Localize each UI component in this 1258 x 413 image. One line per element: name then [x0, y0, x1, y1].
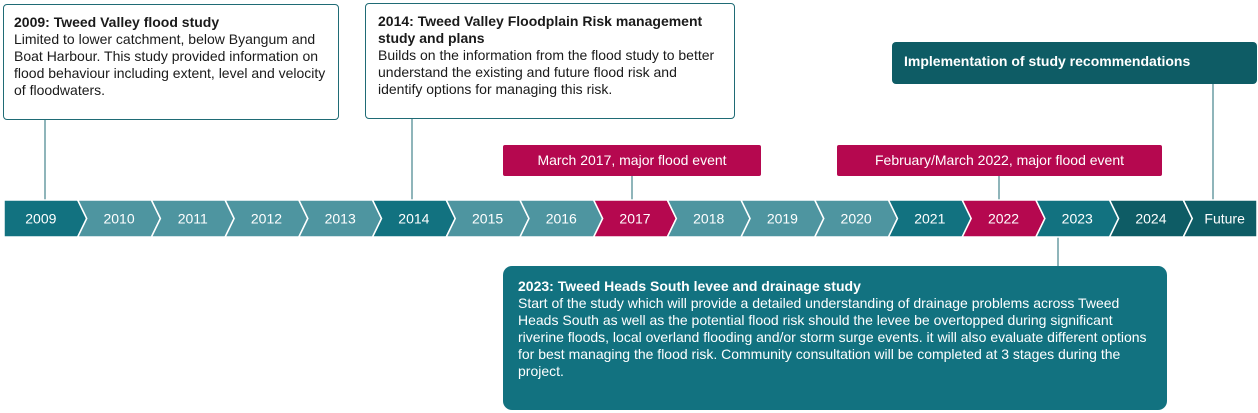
year-label-2009: 2009	[25, 210, 57, 227]
year-label-2012: 2012	[250, 210, 283, 227]
box-implementation	[892, 42, 1257, 84]
year-label-2019: 2019	[766, 210, 798, 227]
year-label-2016: 2016	[545, 210, 577, 227]
event-2022-flood: February/March 2022, major flood event	[837, 145, 1162, 176]
box-2023-title: 2023: Tweed Heads South levee and drainage study	[518, 278, 861, 294]
event-2017-flood: March 2017, major flood event	[503, 145, 761, 176]
year-label-2018: 2018	[693, 210, 725, 227]
year-label-2015: 2015	[472, 210, 504, 227]
box-implementation-title: Implementation of study recommendations	[904, 53, 1191, 69]
box-2023-body: Start of the study which will provide a detailed understanding of drainage problems across Tweed Heads South as well as the potential flood risk should the levee be overtopped during significant riverine floods, local overland flooding and/or storm surge events. it will also evaluate different options for best managing the flood risk. Community consultation will be completed at 3 stages during the project.	[518, 295, 1147, 379]
box-2014-body: Builds on the information from the flood study to better understand the existing and future flood risk and identify options for managing this risk.	[378, 47, 715, 97]
year-label-2014: 2014	[398, 210, 430, 227]
year-label-2021: 2021	[914, 210, 946, 227]
year-label-2020: 2020	[840, 210, 872, 227]
box-2009-title: 2009: Tweed Valley flood study	[14, 14, 220, 30]
box-2023-levee-study	[503, 266, 1167, 410]
year-label-2013: 2013	[324, 210, 356, 227]
box-2014-risk-study	[365, 3, 735, 119]
year-label-2011: 2011	[177, 210, 208, 227]
year-label-2017: 2017	[619, 210, 651, 227]
year-label-future: Future	[1204, 210, 1245, 227]
year-label-2022: 2022	[987, 210, 1020, 227]
year-label-2023: 2023	[1061, 210, 1093, 227]
year-label-2024: 2024	[1135, 210, 1167, 227]
year-label-2010: 2010	[103, 210, 135, 227]
box-2014-title: 2014: Tweed Valley Floodplain Risk management study and plans	[378, 13, 703, 46]
box-2009-flood-study	[3, 4, 339, 120]
box-2009-body: Limited to lower catchment, below Byangum and Boat Harbour. This study provided information on flood behaviour including extent, level and velocity of floodwaters.	[14, 31, 326, 98]
